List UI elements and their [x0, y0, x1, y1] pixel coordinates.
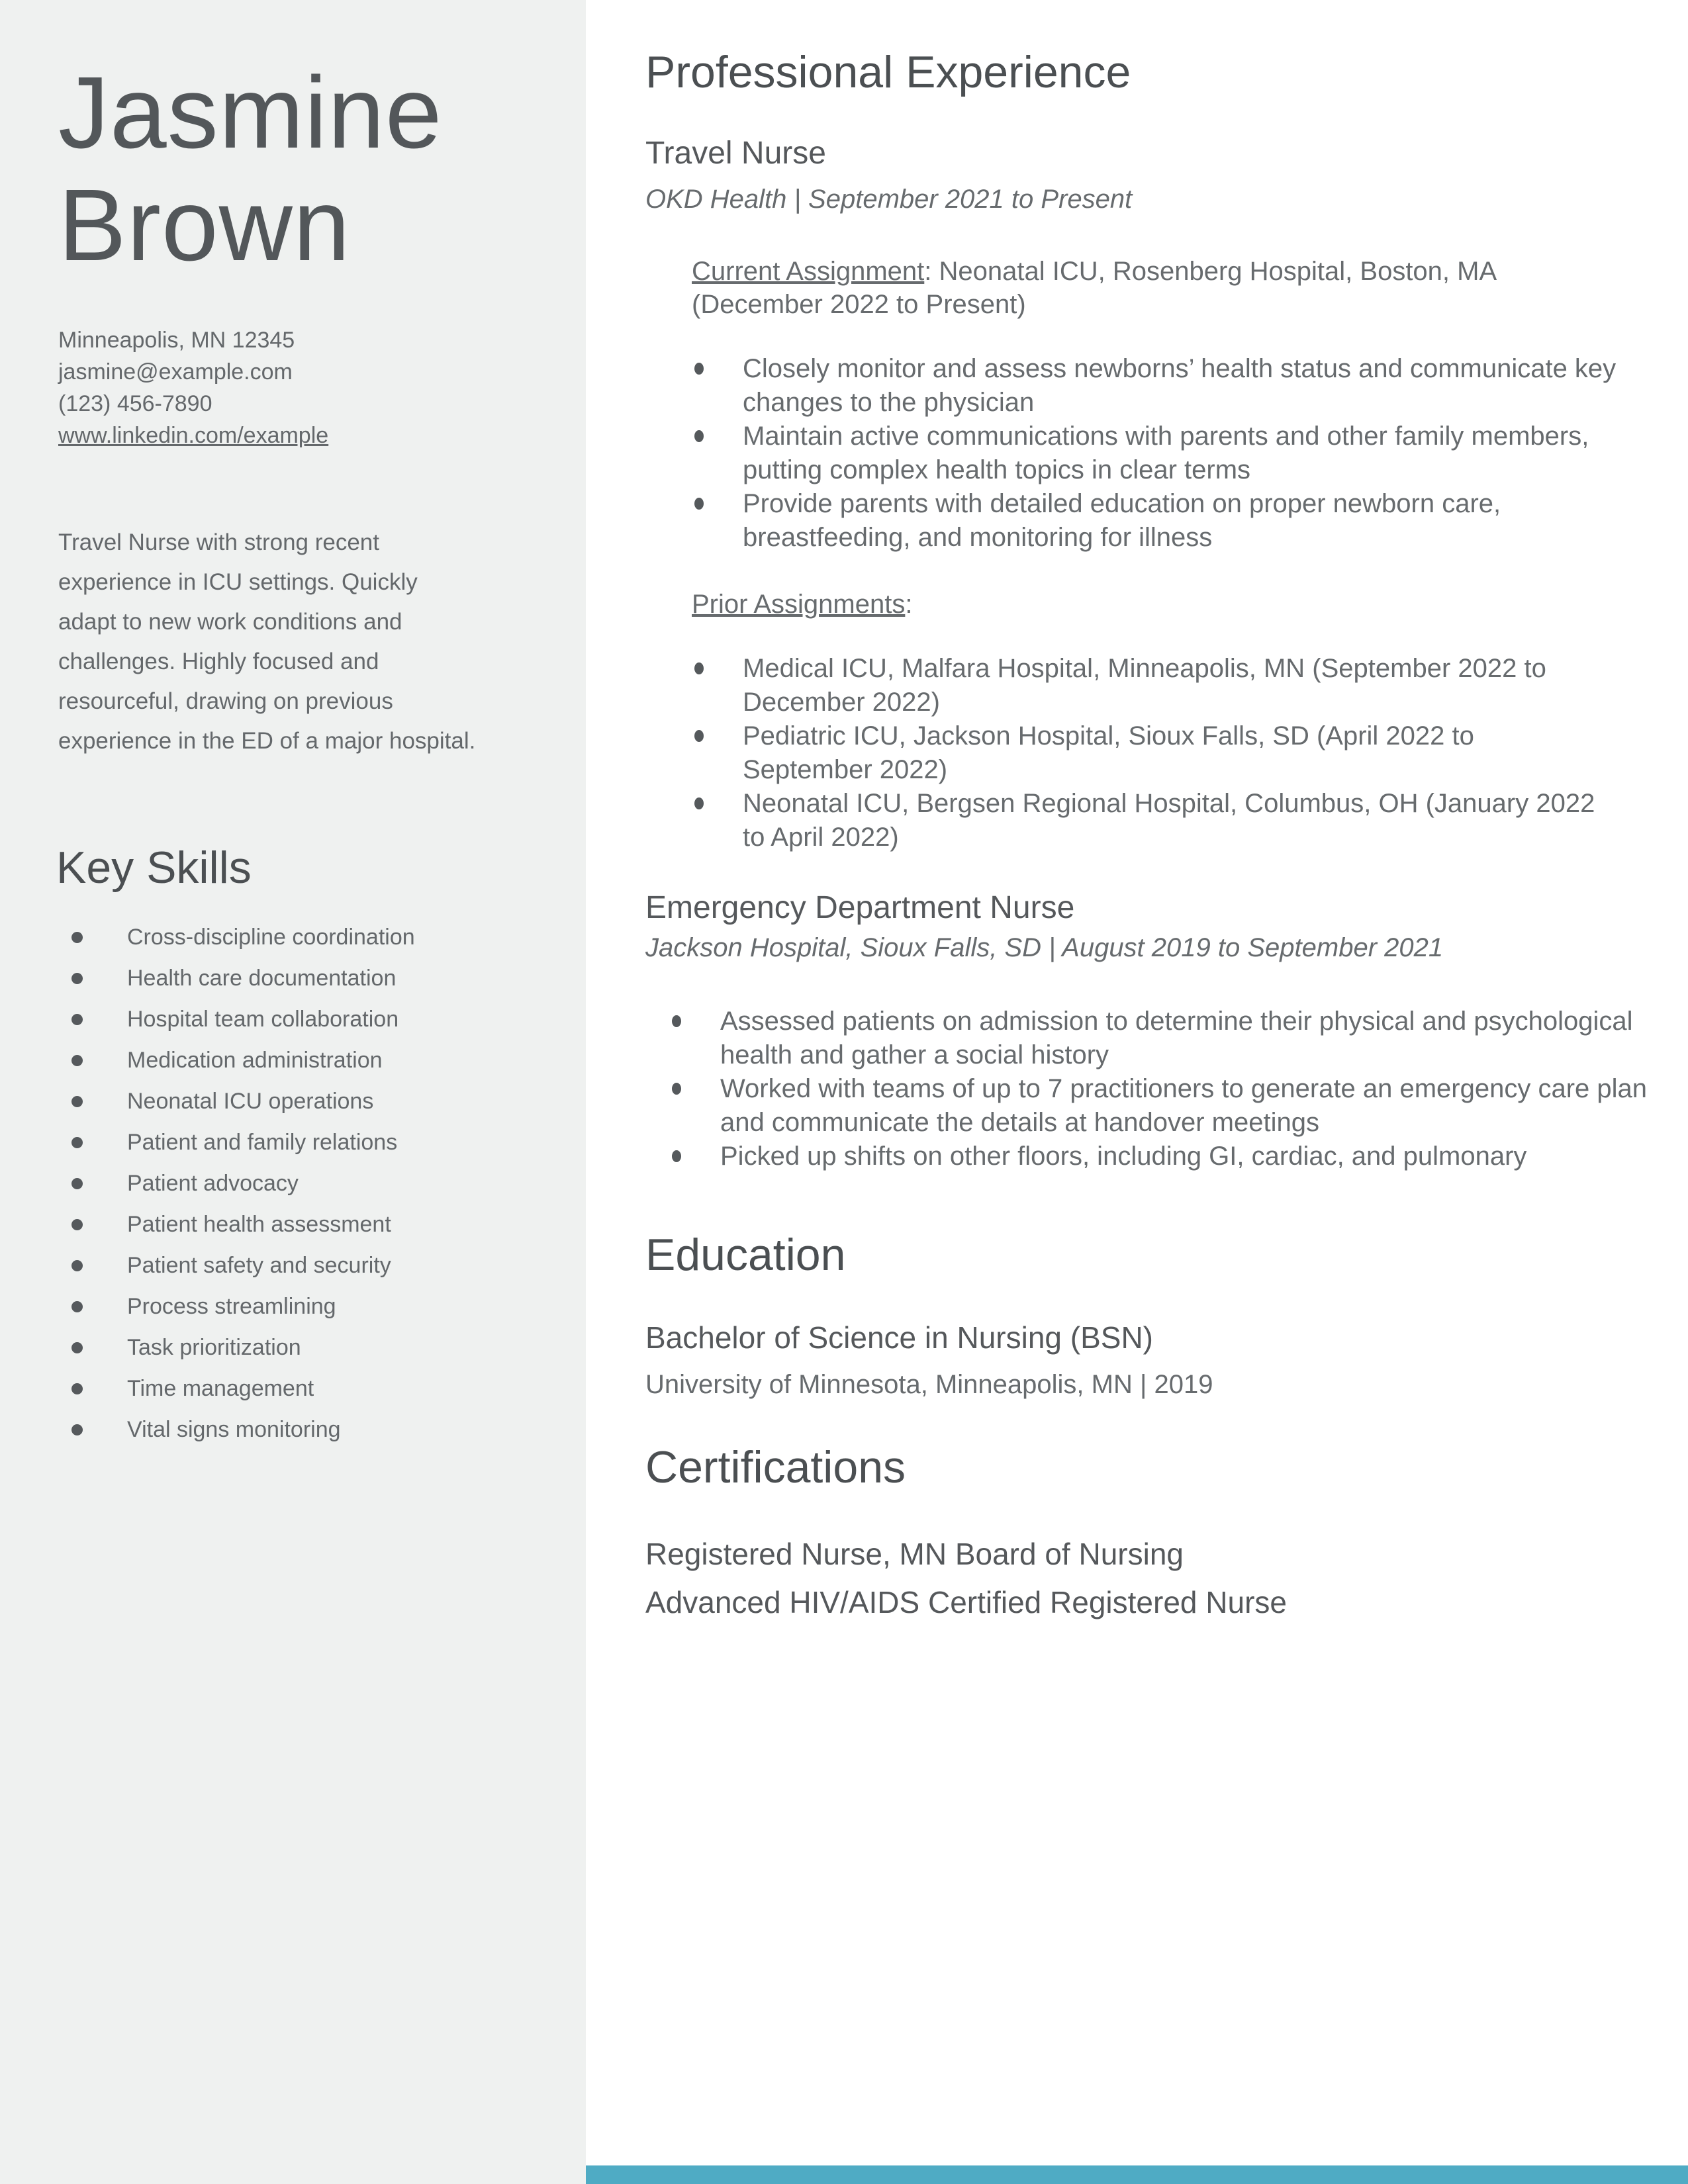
candidate-name: [58, 56, 442, 281]
degree: Bachelor of Science in Nursing (BSN): [645, 1320, 1153, 1355]
bullet-dot-icon: [694, 498, 704, 510]
certification-item: Advanced HIV/AIDS Certified Registered Nurse: [645, 1585, 1287, 1619]
bullet-dot-icon: [694, 730, 704, 742]
bullet-dot-icon: [71, 1383, 83, 1394]
skill-label: Patient advocacy: [127, 1171, 299, 1196]
current-assignment-bullet-list: [693, 352, 1650, 555]
certifications-list: [645, 1530, 1287, 1627]
skill-item: [71, 1368, 415, 1409]
bullet-item: [693, 352, 1650, 420]
job-meta-travel-nurse: OKD Health | September 2021 to Present: [645, 185, 1133, 214]
bullet-dot-icon: [694, 363, 704, 375]
skill-item: [71, 1204, 415, 1245]
bullet-dot-icon: [694, 430, 704, 442]
skills-list: [71, 917, 415, 1450]
skill-item: [71, 1081, 415, 1122]
bullet-dot-icon: [71, 1424, 83, 1435]
current-assignment-paragraph: [692, 255, 1605, 321]
bullet-dot-icon: [694, 797, 704, 809]
bullet-dot-icon: [71, 1342, 83, 1353]
contact-linkedin-link[interactable]: www.linkedin.com/example: [58, 423, 329, 448]
bullet-text: Pediatric ICU, Jackson Hospital, Sioux Falls, SD (April 2022 to September 2022): [743, 721, 1474, 784]
bullet-item: [693, 420, 1650, 487]
skill-item: [71, 1409, 415, 1450]
job-title-ed-nurse: Emergency Department Nurse: [645, 890, 1075, 925]
current-assignment-label: Current Assignment: [692, 257, 925, 286]
skill-label: Patient health assessment: [127, 1212, 391, 1237]
name-first-line: Jasmine: [58, 56, 443, 169]
prior-assignments-line: [692, 588, 1605, 621]
bullet-text: Worked with teams of up to 7 practitioners to generate an emergency care plan and communicate the details at handover meetings: [720, 1074, 1648, 1137]
skill-item: [71, 917, 415, 958]
current-assignment-text: : Neonatal ICU, Rosenberg Hospital, Boston, MA (December 2022 to Present): [692, 257, 1495, 319]
skill-label: Time management: [127, 1376, 314, 1401]
bullet-text: Assessed patients on admission to determine their physical and psychological health and gather a social history: [720, 1007, 1633, 1069]
skill-label: Process streamlining: [127, 1294, 336, 1319]
name-last-line: Brown: [58, 168, 351, 282]
skill-label: Patient and family relations: [127, 1130, 398, 1155]
key-skills-heading: Key Skills: [56, 842, 252, 893]
skill-label: Patient safety and security: [127, 1253, 391, 1278]
prior-assignments-label: Prior Assignments: [692, 590, 906, 619]
experience-heading: Professional Experience: [645, 47, 1131, 97]
job-meta-ed-nurse: Jackson Hospital, Sioux Falls, SD | August 2019 to September 2021: [645, 933, 1444, 962]
skill-item: [71, 1040, 415, 1081]
bullet-text: Closely monitor and assess newborns’ health status and communicate key changes to the physician: [743, 354, 1617, 417]
bullet-item: [671, 1140, 1660, 1173]
bullet-text: Picked up shifts on other floors, including GI, cardiac, and pulmonary: [720, 1142, 1527, 1171]
skill-label: Health care documentation: [127, 966, 397, 991]
skill-label: Vital signs monitoring: [127, 1417, 341, 1442]
bullet-dot-icon: [672, 1083, 681, 1095]
bullet-dot-icon: [71, 932, 83, 943]
job-title-travel-nurse: Travel Nurse: [645, 136, 826, 171]
bullet-dot-icon: [694, 662, 704, 674]
sidebar: [0, 0, 586, 2184]
skill-label: Medication administration: [127, 1048, 383, 1073]
bullet-dot-icon: [672, 1015, 681, 1027]
education-heading: Education: [645, 1230, 846, 1280]
skill-label: Cross-discipline coordination: [127, 925, 415, 950]
bullet-dot-icon: [71, 1260, 83, 1271]
bullet-item: [693, 652, 1610, 719]
contact-location: Minneapolis, MN 12345: [58, 328, 295, 353]
skill-label: Task prioritization: [127, 1335, 301, 1360]
skill-label: Hospital team collaboration: [127, 1007, 399, 1032]
contact-phone: (123) 456-7890: [58, 391, 212, 416]
certification-item: Registered Nurse, MN Board of Nursing: [645, 1537, 1184, 1571]
bullet-item: [671, 1072, 1660, 1140]
prior-assignments-colon: :: [905, 590, 913, 619]
bullet-dot-icon: [71, 1219, 83, 1230]
bullet-dot-icon: [672, 1150, 681, 1162]
skill-item: [71, 1327, 415, 1368]
contact-email: jasmine@example.com: [58, 359, 293, 385]
skill-item: [71, 1286, 415, 1327]
prior-assignments-bullet-list: [693, 652, 1610, 854]
skill-item: [71, 1122, 415, 1163]
bullet-dot-icon: [71, 1014, 83, 1025]
skill-item: [71, 999, 415, 1040]
bullet-text: Provide parents with detailed education on proper newborn care, breastfeeding, and monitoring for illness: [743, 489, 1501, 552]
bullet-item: [693, 787, 1610, 854]
bullet-dot-icon: [71, 1301, 83, 1312]
skill-label: Neonatal ICU operations: [127, 1089, 374, 1114]
bullet-item: [693, 487, 1650, 555]
certifications-heading: Certifications: [645, 1442, 906, 1492]
bullet-text: Medical ICU, Malfara Hospital, Minneapolis, MN (September 2022 to December 2022): [743, 654, 1546, 717]
summary-text: Travel Nurse with strong recent experience in ICU settings. Quickly adapt to new work conditions and challenges. Highly focused and resourceful, drawing on previous experience in the ED of a major hospital.: [58, 529, 476, 754]
bullet-dot-icon: [71, 1137, 83, 1148]
bullet-dot-icon: [71, 1096, 83, 1107]
ed-nurse-bullet-list: [671, 1005, 1660, 1173]
bullet-dot-icon: [71, 1055, 83, 1066]
bullet-text: Neonatal ICU, Bergsen Regional Hospital, Columbus, OH (January 2022 to April 2022): [743, 789, 1595, 852]
skill-item: [71, 1245, 415, 1286]
school-line: University of Minnesota, Minneapolis, MN | 2019: [645, 1370, 1213, 1399]
contact-block: [58, 324, 328, 451]
bullet-dot-icon: [71, 1178, 83, 1189]
skill-item: [71, 1163, 415, 1204]
skill-item: [71, 958, 415, 999]
bullet-text: Maintain active communications with parents and other family members, putting complex health topics in clear terms: [743, 422, 1589, 484]
footer-accent-bar: [586, 2165, 1688, 2184]
bullet-dot-icon: [71, 973, 83, 984]
bullet-item: [671, 1005, 1660, 1072]
bullet-item: [693, 719, 1610, 787]
